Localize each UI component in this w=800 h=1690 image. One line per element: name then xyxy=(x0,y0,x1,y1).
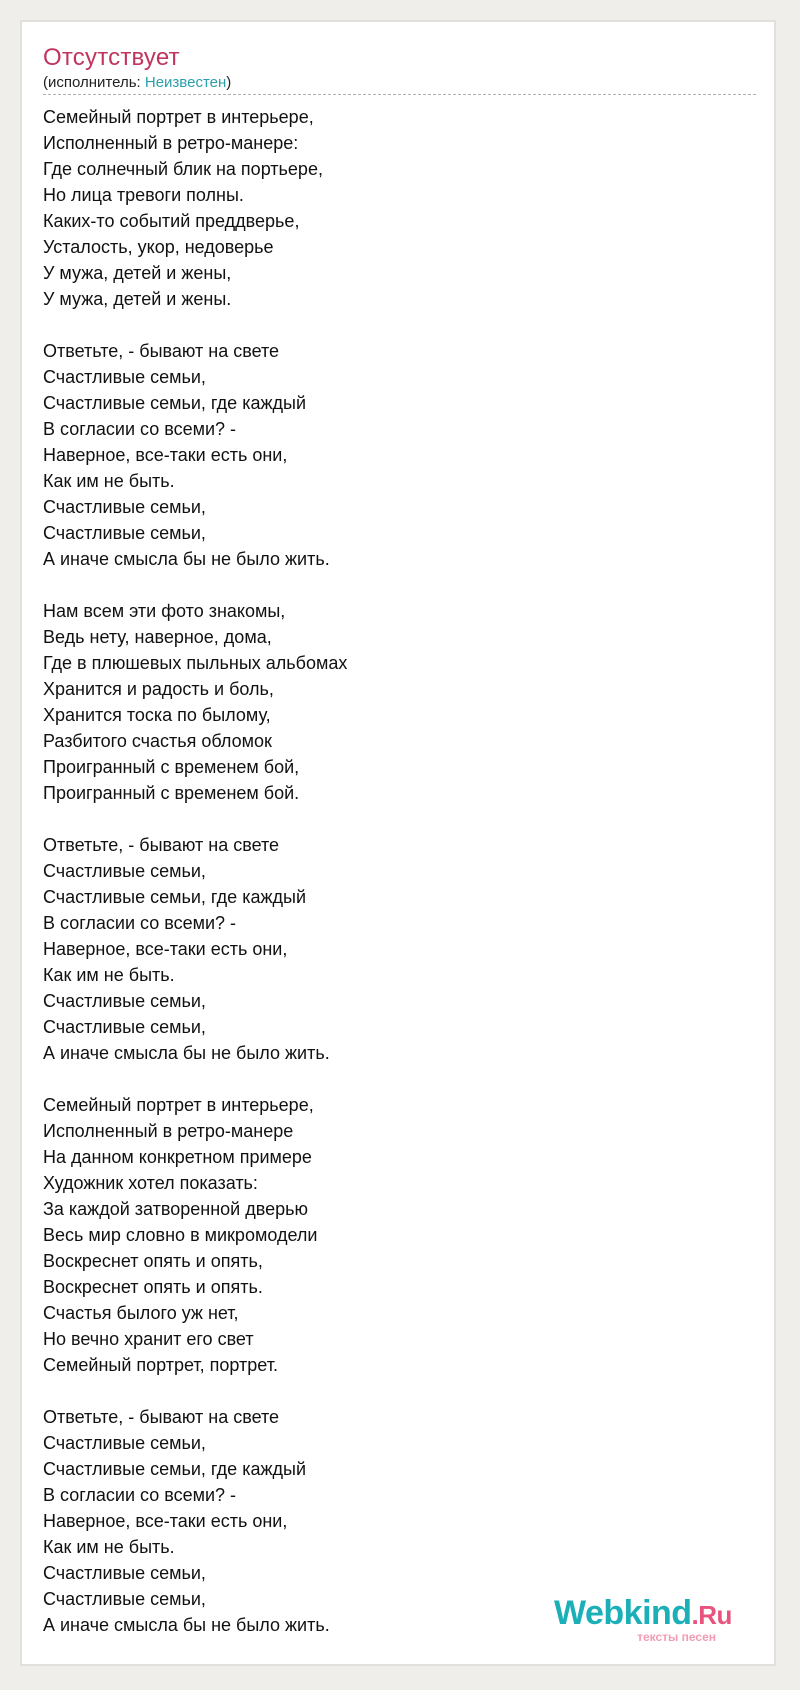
lyrics-line: В согласии со всеми? - xyxy=(43,913,237,933)
lyrics-line: Семейный портрет в интерьере, xyxy=(43,1095,314,1115)
lyrics-line: А иначе смысла бы не было жить. xyxy=(43,549,330,569)
logo-main-text: Webkind xyxy=(554,1594,692,1632)
lyrics-line: Где солнечный блик на портьере, xyxy=(43,159,323,179)
lyrics-line: Разбитого счастья обломок xyxy=(43,731,272,751)
lyrics-line: Как им не быть. xyxy=(43,471,175,491)
lyrics-line: Художник хотел показать: xyxy=(43,1173,258,1193)
lyrics-body xyxy=(43,104,743,1664)
lyrics-line: Исполненный в ретро-манере: xyxy=(43,133,299,153)
lyrics-line: Ведь нету, наверное, дома, xyxy=(43,627,272,647)
lyrics-line: Счастливые семьи, где каждый xyxy=(43,887,307,907)
logo-tagline: тексты песен xyxy=(637,1630,716,1644)
lyrics-line: Счастливые семьи, xyxy=(43,1017,206,1037)
lyrics-line: Ответьте, - бывают на свете xyxy=(43,341,280,361)
lyrics-line: Семейный портрет, портрет. xyxy=(43,1355,278,1375)
lyrics-stanza xyxy=(43,598,743,806)
lyrics-line: Хранится тоска по былому, xyxy=(43,705,271,725)
artist-line xyxy=(43,74,231,91)
lyrics-line: Каких-то событий преддверье, xyxy=(43,211,300,231)
lyrics-line: У мужа, детей и жены. xyxy=(43,289,232,309)
lyrics-line: У мужа, детей и жены, xyxy=(43,263,232,283)
lyrics-line: Счастливые семьи, xyxy=(43,1433,206,1453)
lyrics-line: Как им не быть. xyxy=(43,965,175,985)
lyrics-line: Наверное, все-таки есть они, xyxy=(43,1511,288,1531)
lyrics-line: Наверное, все-таки есть они, xyxy=(43,445,288,465)
logo-tld: .Ru xyxy=(691,1600,732,1630)
lyrics-line: Усталость, укор, недоверье xyxy=(43,237,274,257)
lyrics-line: Счастливые семьи, xyxy=(43,991,206,1011)
lyrics-line: Счастливые семьи, xyxy=(43,523,206,543)
lyrics-line: Счастливые семьи, xyxy=(43,1563,206,1583)
lyrics-line: Счастливые семьи, xyxy=(43,497,206,517)
lyrics-line: Счастья былого уж нет, xyxy=(43,1303,239,1323)
logo-wordmark xyxy=(554,1594,732,1633)
lyrics-stanza xyxy=(43,104,743,312)
lyrics-line: Весь мир словно в микромодели xyxy=(43,1225,318,1245)
lyrics-line: Проигранный с временем бой, xyxy=(43,757,300,777)
lyrics-line: В согласии со всеми? - xyxy=(43,1485,237,1505)
lyrics-line: Счастливые семьи, где каждый xyxy=(43,393,307,413)
lyrics-line: Нам всем эти фото знакомы, xyxy=(43,601,286,621)
lyrics-line: В согласии со всеми? - xyxy=(43,419,237,439)
lyrics-line: Где в плюшевых пыльных альбомах xyxy=(43,653,348,673)
lyrics-line: Проигранный с временем бой. xyxy=(43,783,300,803)
artist-suffix: ) xyxy=(226,74,232,91)
site-logo[interactable] xyxy=(554,1594,744,1646)
divider xyxy=(43,94,756,95)
lyrics-line: Как им не быть. xyxy=(43,1537,175,1557)
lyrics-stanza xyxy=(43,832,743,1066)
lyrics-line: Счастливые семьи, где каждый xyxy=(43,1459,307,1479)
lyrics-line: Воскреснет опять и опять. xyxy=(43,1277,263,1297)
lyrics-line: Счастливые семьи, xyxy=(43,861,206,881)
song-title: Отсутствует xyxy=(43,44,180,71)
artist-prefix: (исполнитель: xyxy=(43,74,145,91)
lyrics-line: А иначе смысла бы не было жить. xyxy=(43,1615,330,1635)
lyrics-card xyxy=(20,20,776,1666)
lyrics-line: Счастливые семьи, xyxy=(43,1589,206,1609)
lyrics-line: Но лица тревоги полны. xyxy=(43,185,244,205)
lyrics-line: Счастливые семьи, xyxy=(43,367,206,387)
lyrics-line: Ответьте, - бывают на свете xyxy=(43,835,280,855)
lyrics-line: Хранится и радость и боль, xyxy=(43,679,274,699)
lyrics-line: Семейный портрет в интерьере, xyxy=(43,107,314,127)
lyrics-stanza xyxy=(43,338,743,572)
lyrics-line: Но вечно хранит его свет xyxy=(43,1329,254,1349)
artist-link[interactable]: Неизвестен xyxy=(144,74,227,91)
lyrics-line: А иначе смысла бы не было жить. xyxy=(43,1043,330,1063)
lyrics-line: Исполненный в ретро-манере xyxy=(43,1121,294,1141)
lyrics-line: На данном конкретном примере xyxy=(43,1147,312,1167)
lyrics-line: Наверное, все-таки есть они, xyxy=(43,939,288,959)
lyrics-stanza xyxy=(43,1092,743,1378)
lyrics-line: Воскреснет опять и опять, xyxy=(43,1251,263,1271)
lyrics-line: За каждой затворенной дверью xyxy=(43,1199,308,1219)
lyrics-line: Ответьте, - бывают на свете xyxy=(43,1407,280,1427)
